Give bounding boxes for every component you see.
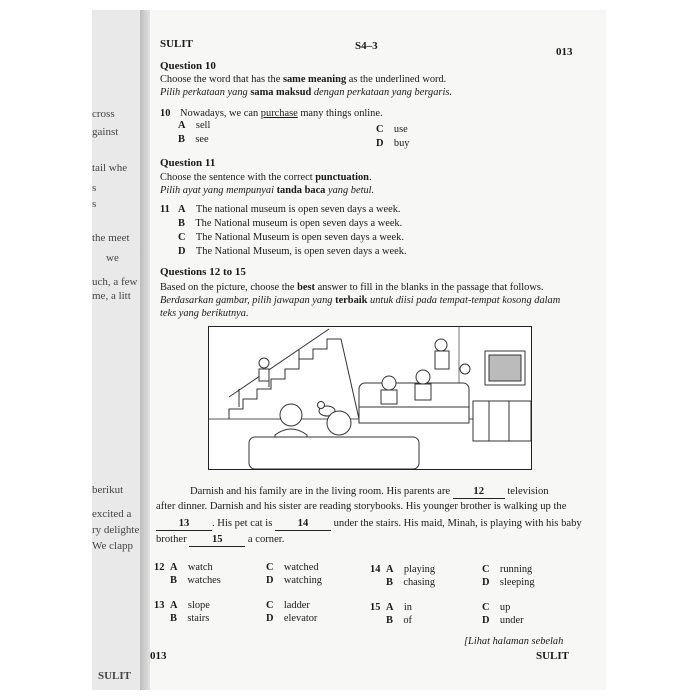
q12-15-instruction-en: Based on the picture, choose the best answer to fill in the blanks in the passage that follows.	[160, 282, 544, 293]
passage-line-1: Darnish and his family are in the living room. His parents are 12 television	[190, 486, 549, 497]
q13-option-a[interactable]: A slope	[170, 600, 210, 611]
left-fragment: cross	[92, 108, 115, 120]
left-fragment: berikut	[92, 484, 124, 496]
q12-15-instruction-ms-line2: teks yang berikutnya.	[160, 308, 249, 319]
exam-page	[150, 10, 606, 690]
q12-option-b[interactable]: B watches	[170, 575, 221, 586]
footer-next-page: [Lihat halaman sebelah	[464, 636, 564, 647]
left-fragment: we	[106, 252, 119, 264]
q11-option-c[interactable]: C The National Museum is open seven days a week.	[178, 232, 404, 243]
q14-option-d[interactable]: D sleeping	[482, 577, 535, 588]
television	[473, 351, 531, 441]
q11-instruction-en: Choose the sentence with the correct punctuation.	[160, 172, 372, 183]
q13-option-b[interactable]: B stairs	[170, 613, 210, 624]
q12-option-d[interactable]: D watching	[266, 575, 322, 586]
q13-option-c[interactable]: C ladder	[266, 600, 310, 611]
sofa	[249, 383, 469, 469]
blank-13[interactable]: 13	[156, 518, 212, 531]
q12-15-heading: Questions 12 to 15	[160, 266, 246, 278]
header-page-code: 013	[556, 46, 573, 58]
q13-number: 13	[154, 600, 165, 611]
q10-number: 10	[160, 108, 171, 119]
left-fragment: the meet	[92, 232, 130, 244]
blank-14[interactable]: 14	[275, 518, 331, 531]
q15-option-c[interactable]: C up	[482, 602, 511, 613]
q10-heading: Question 10	[160, 60, 216, 72]
living-room-drawing	[209, 327, 531, 469]
q11-option-b[interactable]: B The National museum is open seven days a week.	[178, 218, 403, 229]
left-fragment: me, a litt	[92, 290, 131, 302]
passage-line-4: brother 15 a corner.	[156, 534, 285, 545]
q11-option-d[interactable]: D The National Museum, is open seven days a week.	[178, 246, 407, 257]
boy-on-stairs	[259, 358, 269, 381]
q11-number: 11	[160, 204, 170, 215]
left-fragment: excited a	[92, 508, 132, 520]
left-fragment: s	[92, 198, 97, 210]
footer-page-code: 013	[150, 650, 167, 662]
left-fragment: ry delighte	[92, 524, 140, 536]
header-sulit: SULIT	[160, 38, 194, 50]
passage-line-3: 13 . His pet cat is 14 under the stairs. His maid, Minah, is playing with his baby	[156, 518, 582, 531]
blank-12[interactable]: 12	[453, 486, 505, 499]
left-fragment: tail whe	[92, 162, 128, 174]
q11-heading: Question 11	[160, 157, 216, 169]
q14-number: 14	[370, 564, 381, 575]
q12-15-instruction-ms: Berdasarkan gambar, pilih jawapan yang terbaik untuk diisi pada tempat-tempat kosong dalam	[160, 295, 561, 306]
q15-option-a[interactable]: A in	[386, 602, 412, 613]
q13-option-d[interactable]: D elevator	[266, 613, 318, 624]
footer-sulit: SULIT	[536, 650, 570, 662]
q14-option-a[interactable]: A playing	[386, 564, 436, 575]
q12-option-c[interactable]: C watched	[266, 562, 319, 573]
q15-number: 15	[370, 602, 381, 613]
q12-option-a[interactable]: A watch	[170, 562, 213, 573]
passage-line-2: after dinner. Darnish and his sister are reading storybooks. His younger brother is walking up the	[156, 501, 567, 512]
q10-instruction-ms: Pilih perkataan yang sama maksud dengan perkataan yang bergaris.	[160, 87, 452, 98]
q11-instruction-ms: Pilih ayat yang mempunyai tanda baca yang betul.	[160, 185, 375, 196]
left-fragment: uch, a few	[92, 276, 138, 288]
q14-option-b[interactable]: B chasing	[386, 577, 436, 588]
q10-option-b[interactable]: B see	[178, 134, 209, 145]
q14-option-c[interactable]: C running	[482, 564, 533, 575]
living-room-illustration	[208, 326, 532, 470]
q10-stem: Nowadays, we can purchase many things online.	[180, 108, 383, 119]
q15-option-d[interactable]: D under	[482, 615, 524, 626]
q10-instruction-en: Choose the word that has the same meaning as the underlined word.	[160, 74, 447, 85]
left-fragment: SULIT	[98, 670, 132, 682]
q10-option-d[interactable]: D buy	[376, 138, 410, 149]
q15-option-b[interactable]: B of	[386, 615, 412, 626]
blank-15[interactable]: 15	[189, 534, 245, 547]
q10-option-c[interactable]: C use	[376, 124, 408, 135]
maid-and-baby	[435, 339, 470, 374]
left-fragment: We clapp	[92, 540, 133, 552]
left-fragment: gainst	[92, 126, 119, 138]
q11-option-a[interactable]: A The national museum is open seven days a week.	[178, 204, 401, 215]
left-facing-page	[92, 10, 145, 690]
left-fragment: s	[92, 182, 97, 194]
q12-number: 12	[154, 562, 165, 573]
header-code: S4–3	[355, 40, 378, 52]
q10-option-a[interactable]: A sell	[178, 120, 211, 131]
